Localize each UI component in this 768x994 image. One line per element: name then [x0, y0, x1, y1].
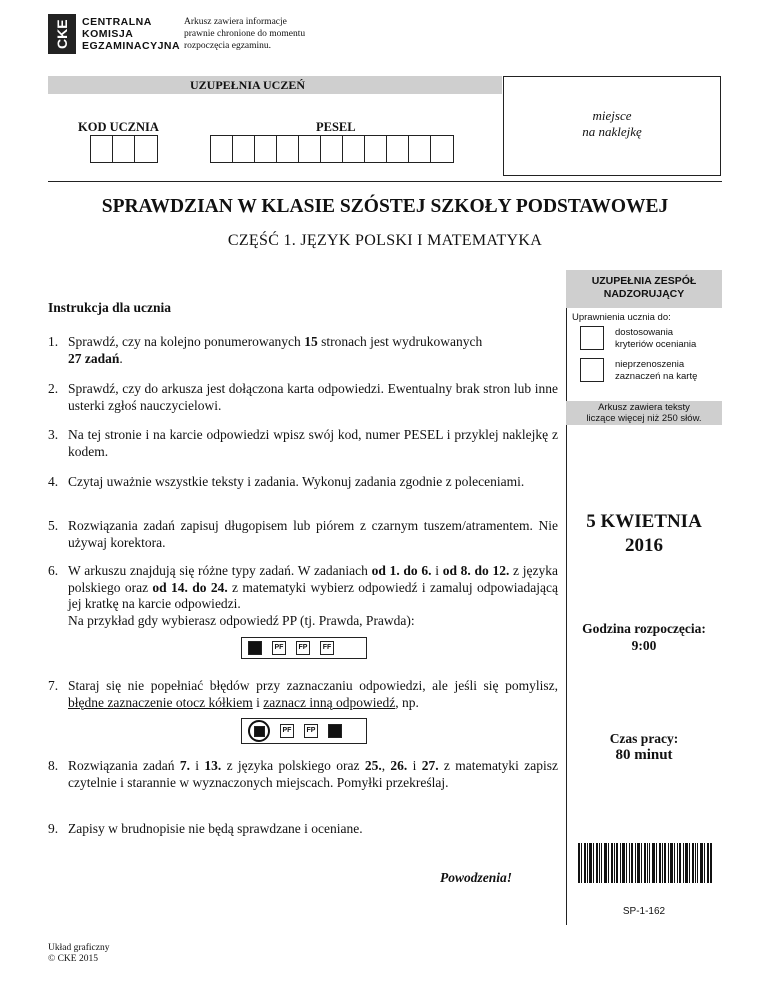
no-transfer-label: nieprzenoszenia zaznaczeń na kartę [615, 359, 698, 382]
cke-logo-text: CENTRALNA KOMISJA EGZAMINACYJNA [82, 16, 181, 52]
exam-date: 5 KWIETNIA 2016 [586, 511, 702, 556]
instruction-1: 1. Sprawdź, czy na kolejno ponumerowanych 15 stronach jest wydrukowanych 27 zadań. [48, 334, 483, 366]
example-ff: FF [320, 641, 334, 655]
barcode-image [578, 843, 712, 883]
correction-pf: PF [280, 724, 294, 738]
example-fp: FP [296, 641, 310, 655]
instruction-6: 6. W arkuszu znajdują się różne typy zadań. W zadaniach od 1. do 6. i od 8. do 12. z języka polskiego oraz od 14. do 24. z matematyki wybierz odpowiedź i zamaluj odpowiadającą jej kratkę na karcie odpowiedzi. Na przykład gdy wybierasz odpowiedź PP (tj. Prawda, Prawda): [48, 563, 558, 628]
instruction-4: 4. Czytaj uważnie wszystkie teksty i zadania. Wykonuj zadania zgodnie z poleceniami. [48, 474, 525, 489]
sheet-code: SP-1-162 [622, 906, 666, 917]
circled-wrong-mark [248, 720, 270, 742]
example-pp-filled [248, 641, 262, 655]
example-answer-row [241, 637, 367, 659]
instruction-7: 7. Staraj się nie popełniać błędów przy zaznaczaniu odpowiedzi, ale jeśli się pomylisz, błędne zaznaczenie otocz kółkiem i zaznacz inną odpowiedź, np. [48, 678, 558, 710]
long-texts-note: Arkusz zawiera teksty liczące więcej niż 250 słów. [566, 401, 722, 425]
instruction-2: 2. Sprawdź, czy do arkusza jest dołączona karta odpowiedzi. Ewentualny brak stron lub inne usterki zgłoś nauczycielowi. [48, 381, 558, 413]
student-code-boxes[interactable] [90, 135, 158, 163]
sticker-area: miejsce na naklejkę [503, 76, 721, 176]
supervisor-panel-head: UZUPEŁNIA ZESPÓŁ NADZORUJĄCY [566, 270, 722, 308]
good-luck: Powodzenia! [440, 870, 513, 885]
instruction-3: 3. Na tej stronie i na karcie odpowiedzi wpisz swój kod, numer PESEL i przyklej naklejkę z kodem. [48, 427, 558, 459]
correction-fp: FP [304, 724, 318, 738]
footer-credit: Układ graficzny © CKE 2015 [48, 943, 110, 964]
pesel-label: PESEL [316, 120, 356, 134]
adjusted-criteria-checkbox[interactable] [580, 326, 604, 350]
instruction-5: 5. Rozwiązania zadań zapisuj długopisem lub piórem z czarnym tuszem/atramentem. Nie używaj korektora. [48, 518, 558, 550]
instructions-title: Instrukcja dla ucznia [48, 300, 172, 315]
instruction-8: 8. Rozwiązania zadań 7. i 13. z języka polskiego oraz 25., 26. i 27. z matematyki zapisz czytelnie i starannie w wyznaczonych miejscach. Pomyłki przekreślaj. [48, 758, 558, 790]
header-note: Arkusz zawiera informacje prawnie chronione do momentu rozpoczęcia egzaminu. [184, 17, 306, 51]
exam-title: SPRAWDZIAN W KLASIE SZÓSTEJ SZKOŁY PODSTAWOWEJ [101, 196, 669, 217]
no-transfer-checkbox[interactable] [580, 358, 604, 382]
column-divider [566, 270, 567, 925]
start-time: Godzina rozpoczęcia: 9:00 [582, 621, 706, 653]
exam-subtitle: CZĘŚĆ 1. JĘZYK POLSKI I MATEMATYKA [227, 232, 543, 249]
adjusted-criteria-label: dostosowania kryteriów oceniania [615, 327, 697, 350]
work-duration: Czas pracy: 80 minut [609, 731, 679, 763]
header-divider [48, 181, 722, 182]
instruction-9: 9. Zapisy w brudnopisie nie będą sprawdzane i oceniane. [48, 821, 363, 836]
example-pf: PF [272, 641, 286, 655]
student-code-label: KOD UCZNIA [78, 120, 159, 134]
correction-ff-filled [328, 724, 342, 738]
pesel-boxes[interactable] [210, 135, 454, 163]
student-fill-bar: UZUPEŁNIA UCZEŃ [48, 76, 502, 94]
correction-example-row [241, 718, 367, 744]
cke-logo-mark: CKE [48, 14, 76, 54]
permissions-label: Uprawnienia ucznia do: [572, 312, 671, 323]
